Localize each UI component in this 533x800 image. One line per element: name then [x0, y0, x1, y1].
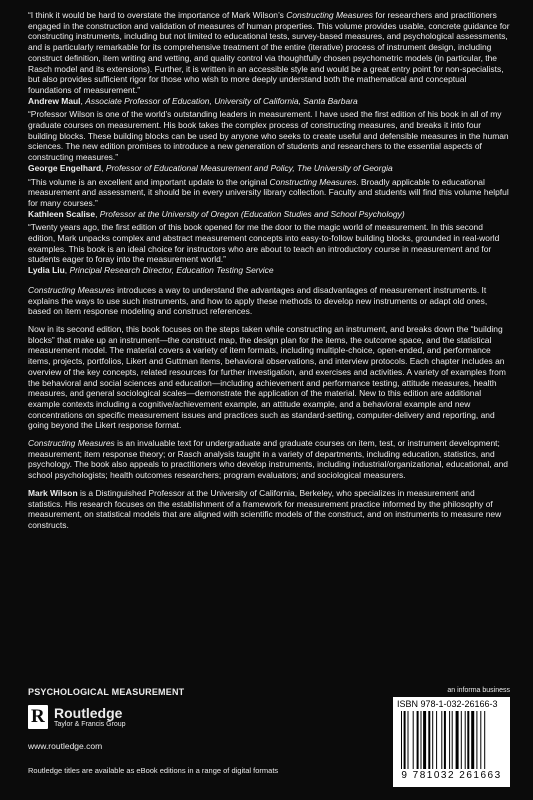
review-quote: “This volume is an excellent and important update to the original Constructing Measures. Broadly applicable to educational measurement and assessment, it should be in every university library collection. Faculty and students will find this volume helpful for many courses.”	[28, 176, 509, 208]
review-quote: “Professor Wilson is one of the world’s outstanding leaders in measurement. I have used the first edition of his book in all of my graduate courses on measurement. His book takes the complex process of constructing measures, and breaks it into four building blocks. These building blocks can be used by anyone who seeks to create useful and defensible measures in the human sciences. The new edition promises to introduce a new generation of students and researchers to the essential aspects of constructing measures.”	[28, 109, 509, 163]
barcode-digits: 9 781032 261663	[401, 770, 502, 781]
review-attribution: Andrew Maul, Associate Professor of Education, University of California, Santa Barbara	[28, 95, 358, 106]
review-attribution: Kathleen Scalise, Professor at the University of Oregon (Education Studies and School Psychology)	[28, 208, 405, 219]
subject-category: PSYCHOLOGICAL MEASUREMENT	[28, 687, 185, 697]
isbn-number: ISBN 978-1-032-26166-3	[397, 699, 498, 709]
publisher-url[interactable]: www.routledge.com	[28, 741, 103, 751]
review-3	[28, 177, 510, 220]
review-2	[28, 109, 510, 173]
back-cover-text	[28, 10, 510, 538]
review-attribution: George Engelhard, Professor of Educational Measurement and Policy, The University of Georgia	[28, 162, 393, 173]
author-bio: Mark Wilson is a Distinguished Professor at the University of California, Berkeley, who specializes in measurement and statistics. His research focuses on the establishment of a framework for measurement practice informed by the philosophy of measurement, on statistical models that are aligned with scientific models of the construct, and on instruments to measure new constructs.	[28, 487, 502, 530]
review-quote: “I think it would be hard to overstate the importance of Mark Wilson’s Constructing Measures for researchers and practitioners engaged in the construction and validation of measures of human properties. This volume provides usable, concrete guidance for constructing instruments, including but not limited to educational tests, survey-based measures, and psychological assessments, and is particularly remarkable for its comprehensive treatment of the entire (iterative) process of instrument design, including construct definition, item writing and vetting, and quality control via thoughtfully chosen psychometric models (in particular, the Rasch model and its extensions). Further, it is written in an accessible style and would be a great entry point for non-specialists, but also provides sufficient rigor for those who wish to more deeply understand both the mathematical and conceptual foundations of measurement.”	[28, 10, 510, 95]
review-attribution: Lydia Liu, Principal Research Director, Education Testing Service	[28, 265, 274, 276]
publisher-group: Taylor & Francis Group	[54, 720, 126, 728]
informa-tagline: an informa business	[447, 687, 510, 694]
barcode-icon	[401, 711, 502, 769]
review-4	[28, 222, 510, 276]
review-quote: “Twenty years ago, the first edition of this book opened for me the door to the magic world of measurement. In this second edition, Mark unpacks complex and abstract measurement concepts into easy-to-follow building blocks, grounded in real-world examples. This book is an ideal choice for instructors who are about to teach an introductory course in measurement and for students eager to foray into the measurement world.”	[28, 222, 500, 265]
description-paragraph-3: Constructing Measures is an invaluable text for undergraduate and graduate courses on item, test, or instrument development; measurement; item response theory; or Rasch analysis taught in a variety of departments, including education, statistics, and psychology. The book also appeals to practitioners who develop instruments, including industrial/organizational, educational, and school psychologists; health outcomes researchers; program evaluators; and sociological measurers.	[28, 438, 508, 481]
publisher-logo	[28, 705, 126, 729]
description-paragraph-1: Constructing Measures introduces a way to understand the advantages and disadvantages of measurement instruments. It explains the ways to use such instruments, and how to apply these methods to develop new instruments or adapt old ones, based on item response modeling and construct references.	[28, 284, 488, 317]
review-1	[28, 10, 510, 106]
isbn-barcode	[393, 697, 510, 787]
description-paragraph-2: Now in its second edition, this book focuses on the steps taken while constructing an instrument, and breaks down the “building blocks” that make up an instrument—the construct map, the design plan for the items, the outcome space, and the statistical measurement model. The material covers a variety of item formats, including multiple-choice, open-ended, and performance items, projects, portfolios, Likert and Guttman items, behavioral observations, and interview protocols. Each chapter includes an overview of the key concepts, related resources for further investigation, and exercises and activities. A variety of examples from the behavioral and social sciences and education—including achievement and performance testing, attitude measures, health measures, and general sociological scales—demonstrate the application of the material. New to this edition are additional example contexts including a cognitive/achievement example, an attitude example, and a behavioral example and new concentrations on specific measurement issues and practices such as standard-setting, computer-delivery and reporting, and going beyond the Likert response format.	[28, 323, 506, 431]
publisher-name: Routledge	[54, 704, 123, 721]
ebook-note: Routledge titles are available as eBook editions in a range of digital formats	[28, 766, 279, 775]
routledge-logo-icon: R	[28, 705, 48, 729]
